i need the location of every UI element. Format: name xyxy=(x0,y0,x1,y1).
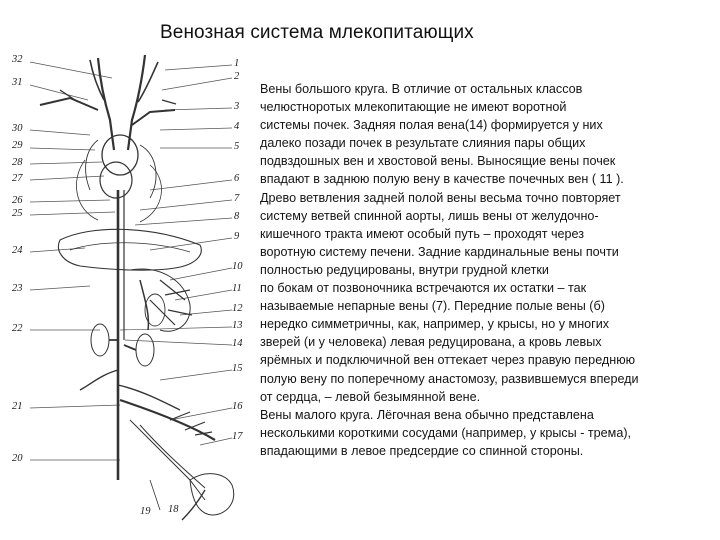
text-line: полностью редуцированы, внутри грудной клетки xyxy=(260,262,549,277)
label-right-10: 10 xyxy=(232,261,243,272)
right-jugular-vein xyxy=(128,55,145,150)
label-right-11: 11 xyxy=(232,283,242,294)
text-line: Древо ветвления задней полой вены весьма точно повторяет xyxy=(260,190,621,205)
label-right-8: 8 xyxy=(234,211,240,222)
label-bottom-18: 18 xyxy=(168,504,179,515)
label-right-17: 17 xyxy=(232,431,243,442)
label-left-4: 29 xyxy=(12,140,23,151)
text-line: ярёмных и подключичной вен оттекает через правую переднюю xyxy=(260,353,636,368)
text-line: систему ветвей спинной аорты, лишь вены от желудочно- xyxy=(260,208,599,223)
left-leader-lines xyxy=(30,62,120,460)
text-line: зверей (и у человека) левая редуцирована, а кровь левых xyxy=(260,335,602,350)
text-line: полую вену по поперечному анастомозу, развившемуся впереди xyxy=(260,371,639,386)
label-right-15: 15 xyxy=(232,363,243,374)
text-line: нередко симметричны, как, например, у крысы, но у многих xyxy=(260,317,610,332)
left-kidney xyxy=(91,324,109,356)
text-line: впадающими в левое предсердие со спинной стороны. xyxy=(260,443,584,458)
heart-outline xyxy=(102,135,138,175)
label-left-1: 32 xyxy=(12,54,23,65)
label-left-8: 25 xyxy=(12,208,23,219)
label-left-2: 31 xyxy=(12,77,23,88)
text-line: впадают в заднюю полую вену в качестве почечных вен ( 11 ). xyxy=(260,172,624,187)
label-right-13: 13 xyxy=(232,320,243,331)
label-right-3: 3 xyxy=(234,101,240,112)
text-line: называемые непарные вены (7). Передние полые вены (б) xyxy=(260,299,605,314)
text-line: Вены большого круга. В отличие от остальных классов xyxy=(260,82,583,96)
text-line: по бокам от позвоночника встречаются их остатки – так xyxy=(260,281,587,296)
portal-vein xyxy=(140,280,148,330)
label-left-11: 22 xyxy=(12,323,23,334)
label-right-6: 6 xyxy=(234,173,240,184)
label-left-12: 21 xyxy=(12,401,23,412)
label-left-7: 26 xyxy=(12,195,23,206)
label-right-12: 12 xyxy=(232,303,243,314)
label-left-6: 27 xyxy=(12,173,23,184)
venous-diagram-drawing xyxy=(0,40,262,540)
description-text xyxy=(260,80,710,460)
text-line: челюстноротых млекопитающие не имеют воротной xyxy=(260,100,567,115)
slide-title: Венозная система млекопитающих xyxy=(160,22,474,43)
text-line: системы почек. Задняя полая вена(14) формируется у них xyxy=(260,118,603,133)
text-line: от сердца, – левой безымянной вене. xyxy=(260,389,481,404)
label-bottom-19: 19 xyxy=(140,506,151,517)
left-subclavian-vein xyxy=(40,98,98,110)
venous-system-diagram xyxy=(0,40,262,540)
label-right-1: 1 xyxy=(234,58,240,69)
label-left-9: 24 xyxy=(12,245,23,256)
label-right-5: 5 xyxy=(234,141,240,152)
text-line: воротную систему печени. Задние кардинальные вены почти xyxy=(260,244,619,259)
left-jugular-vein xyxy=(98,58,114,150)
text-line: Вены малого круга. Лёгочная вена обычно представлена xyxy=(260,407,594,422)
label-right-14: 14 xyxy=(232,338,243,349)
label-right-4: 4 xyxy=(234,121,240,132)
label-left-13: 20 xyxy=(12,453,23,464)
label-right-9: 9 xyxy=(234,231,240,242)
right-kidney xyxy=(136,334,154,366)
label-right-2: 2 xyxy=(234,71,240,82)
label-left-5: 28 xyxy=(12,157,23,168)
label-left-3: 30 xyxy=(12,123,23,134)
text-line: подвздошных вен и хвостовой вены. Выносящие вены почек xyxy=(260,154,616,169)
right-subclavian-vein xyxy=(132,110,175,125)
label-left-10: 23 xyxy=(12,283,23,294)
liver-outline xyxy=(58,229,201,270)
text-line: кишечного тракта имеют особый путь – проходят через xyxy=(260,226,585,241)
text-line: несколькими короткими сосудами (например, у крысы - трема), xyxy=(260,425,632,440)
text-line: далеко позади почек в результате слияния пары общих xyxy=(260,136,586,151)
label-right-16: 16 xyxy=(232,401,243,412)
label-right-7: 7 xyxy=(234,193,240,204)
